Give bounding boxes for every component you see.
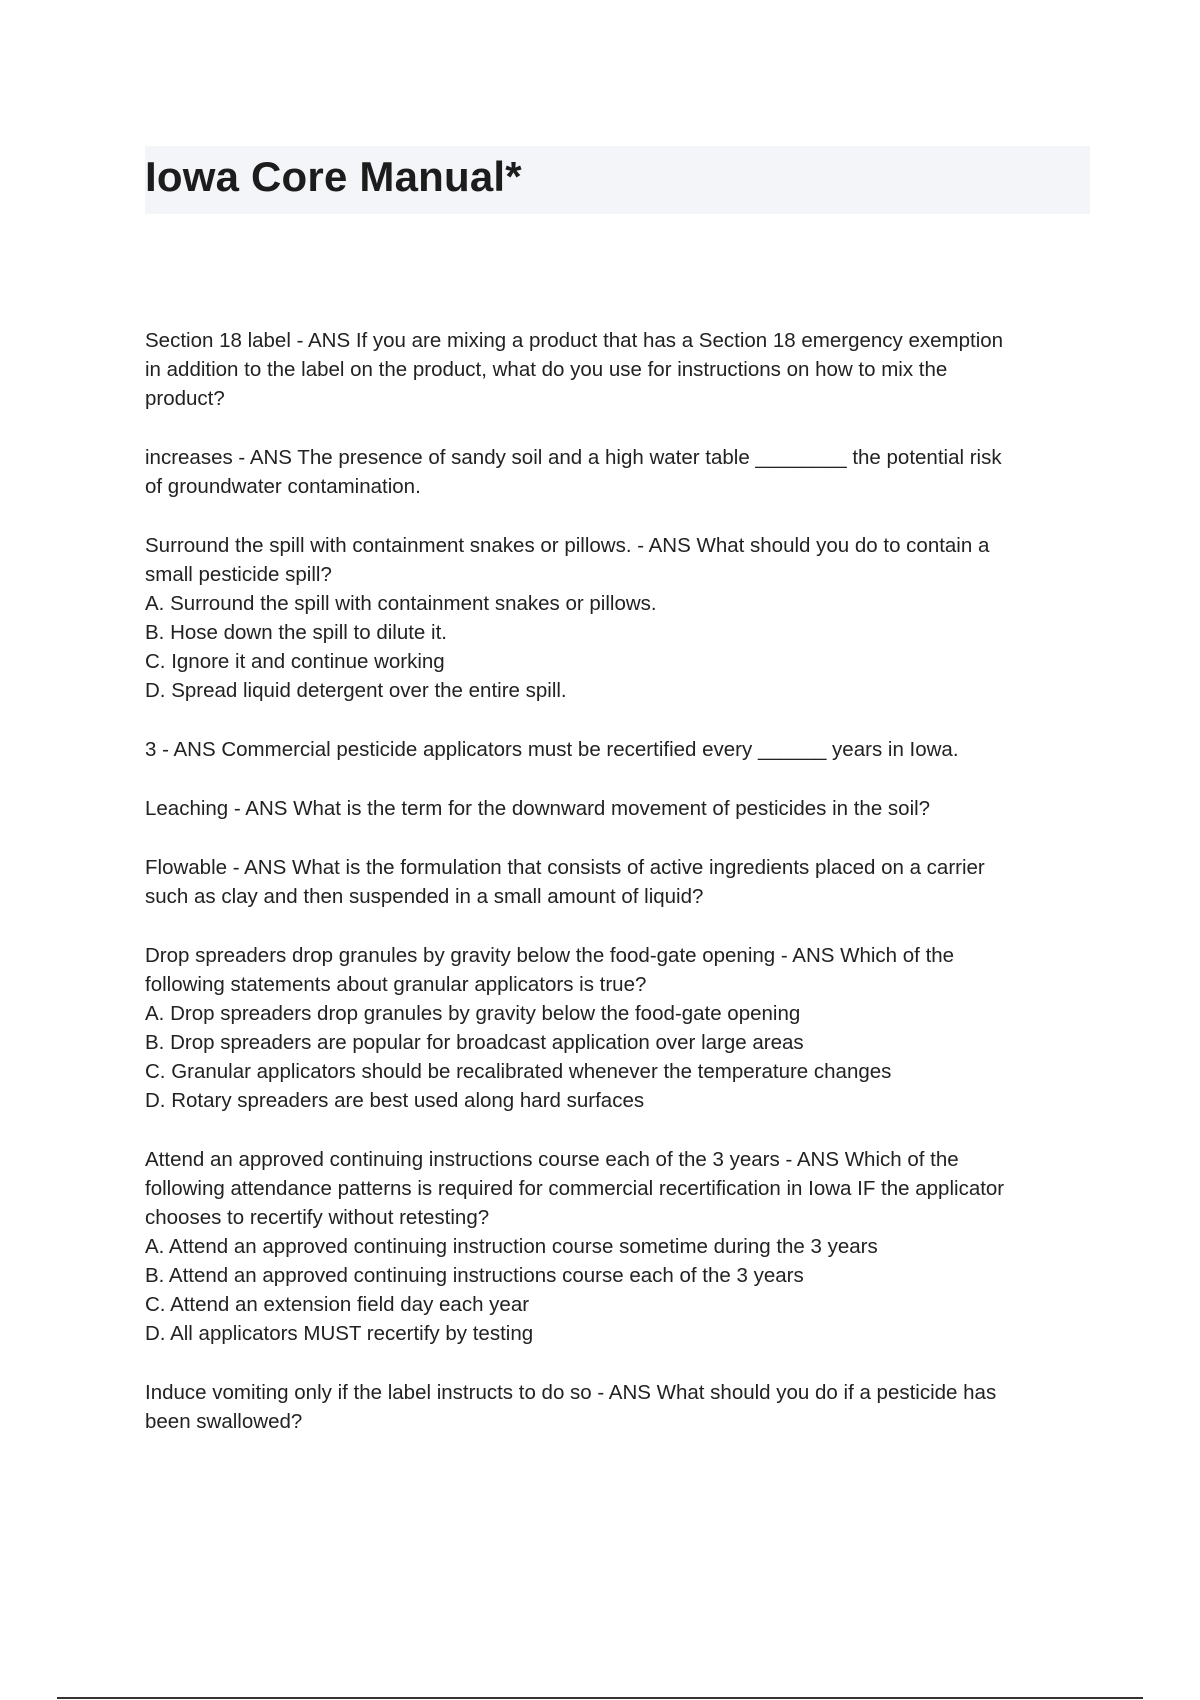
qa-text [145,941,1095,1115]
qa-item [145,326,1095,413]
qa-option: C. Ignore it and continue working [145,650,445,673]
qa-text [145,794,1095,823]
qa-line: such as clay and then suspended in a small amount of liquid? [145,885,704,908]
qa-line: been swallowed? [145,1410,303,1433]
qa-list [145,326,1095,1466]
qa-option: D. Spread liquid detergent over the entire spill. [145,679,567,702]
qa-option: B. Drop spreaders are popular for broadcast application over large areas [145,1031,804,1054]
qa-option: D. All applicators MUST recertify by testing [145,1322,534,1345]
qa-line: Drop spreaders drop granules by gravity below the food-gate opening - ANS Which of the [145,944,955,967]
qa-text [145,326,1095,413]
qa-line: product? [145,387,225,410]
qa-text [145,735,1095,764]
qa-line: chooses to recertify without retesting? [145,1206,490,1229]
qa-line: Flowable - ANS What is the formulation that consists of active ingredients placed on a carrier [145,856,985,879]
qa-line: small pesticide spill? [145,563,332,586]
qa-line: of groundwater contamination. [145,475,421,498]
footer-divider [57,1697,1143,1699]
qa-option: A. Attend an approved continuing instruction course sometime during the 3 years [145,1235,878,1258]
qa-item [145,1378,1095,1436]
qa-line: following statements about granular applicators is true? [145,973,647,996]
qa-item [145,443,1095,501]
qa-option: A. Surround the spill with containment snakes or pillows. [145,592,657,615]
qa-line: Leaching - ANS What is the term for the downward movement of pesticides in the soil? [145,797,931,820]
qa-item [145,735,1095,764]
qa-line: increases - ANS The presence of sandy soil and a high water table ________ the potential risk [145,446,1002,469]
qa-line: following attendance patterns is required for commercial recertification in Iowa IF the applicator [145,1177,1005,1200]
qa-option: D. Rotary spreaders are best used along hard surfaces [145,1089,645,1112]
qa-line: Section 18 label - ANS If you are mixing a product that has a Section 18 emergency exemption [145,329,1004,352]
qa-text [145,443,1095,501]
qa-line: Attend an approved continuing instructions course each of the 3 years - ANS Which of the [145,1148,959,1171]
qa-line: in addition to the label on the product, what do you use for instructions on how to mix the [145,358,948,381]
title-banner [145,146,1090,214]
page-title: Iowa Core Manual* [145,153,522,200]
qa-text [145,531,1095,705]
qa-line: Induce vomiting only if the label instructs to do so - ANS What should you do if a pesticide has [145,1381,997,1404]
qa-item [145,1145,1095,1348]
qa-text [145,1145,1095,1348]
qa-text [145,1378,1095,1436]
qa-option: C. Granular applicators should be recalibrated whenever the temperature changes [145,1060,892,1083]
qa-item [145,794,1095,823]
qa-line: Surround the spill with containment snakes or pillows. - ANS What should you do to contain a [145,534,990,557]
qa-item [145,853,1095,911]
qa-option: B. Attend an approved continuing instructions course each of the 3 years [145,1264,804,1287]
qa-line: 3 - ANS Commercial pesticide applicators must be recertified every ______ years in Iowa. [145,738,959,761]
qa-option: B. Hose down the spill to dilute it. [145,621,447,644]
qa-text [145,853,1095,911]
qa-item [145,531,1095,705]
qa-option: A. Drop spreaders drop granules by gravity below the food-gate opening [145,1002,801,1025]
qa-option: C. Attend an extension field day each year [145,1293,530,1316]
qa-item [145,941,1095,1115]
